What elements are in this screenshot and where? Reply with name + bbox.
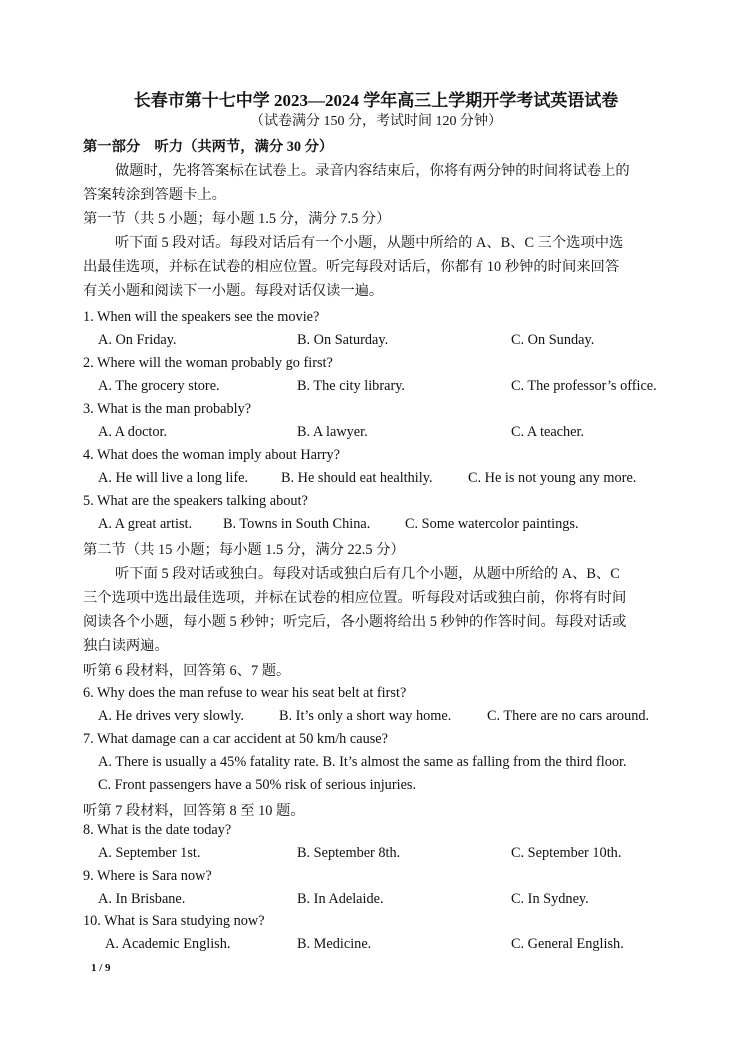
- q5-option-c: C. Some watercolor paintings.: [405, 516, 579, 532]
- q8-option-c: C. September 10th.: [511, 845, 622, 861]
- q2-option-a: A. The grocery store.: [98, 378, 220, 394]
- part1-intro-line-2: 答案转涂到答题卡上。: [83, 187, 226, 203]
- section1-directions-line-3: 有关小题和阅读下一小题。每段对话仅读一遍。: [83, 283, 384, 299]
- q9-option-c: C. In Sydney.: [511, 891, 589, 907]
- q4-option-a: A. He will live a long life.: [98, 470, 249, 486]
- q4-option-b: B. He should eat healthily.: [281, 470, 433, 486]
- q5-option-a: A. A great artist.: [98, 516, 193, 532]
- q7-option-c: C. Front passengers have a 50% risk of serious injuries.: [98, 777, 417, 793]
- q8-option-a: A. September 1st.: [98, 845, 201, 861]
- q6-option-c: C. There are no cars around.: [487, 708, 650, 724]
- material-7-instruction: 听第 7 段材料，回答第 8 至 10 题。: [83, 803, 305, 819]
- q2-option-b: B. The city library.: [297, 378, 405, 394]
- q9-option-a: A. In Brisbane.: [98, 891, 186, 907]
- q5-option-b: B. Towns in South China.: [223, 516, 371, 532]
- question-6: 6. Why does the man refuse to wear his seat belt at first?: [83, 685, 407, 701]
- question-10: 10. What is Sara studying now?: [83, 913, 265, 929]
- question-8: 8. What is the date today?: [83, 822, 232, 838]
- page-title: 长春市第十七中学 2023—2024 学年高三上学期开学考试英语试卷: [133, 91, 619, 110]
- q10-option-b: B. Medicine.: [297, 936, 372, 952]
- page-subtitle: （试卷满分 150 分，考试时间 120 分钟）: [250, 114, 502, 129]
- material-6-instruction: 听第 6 段材料，回答第 6、7 题。: [83, 663, 291, 679]
- q3-option-c: C. A teacher.: [511, 424, 585, 440]
- q1-option-a: A. On Friday.: [98, 332, 177, 348]
- section2-heading: 第二节（共 15 小题；每小题 1.5 分，满分 22.5 分）: [83, 542, 405, 558]
- page-number: 1 / 9: [91, 962, 111, 974]
- q6-option-b: B. It’s only a short way home.: [279, 708, 452, 724]
- question-1: 1. When will the speakers see the movie?: [83, 309, 320, 325]
- section2-directions-line-3: 阅读各个小题，每小题 5 秒钟；听完后，各小题将给出 5 秒钟的作答时间。每段对话或: [83, 614, 627, 630]
- q7-option-a-b: A. There is usually a 45% fatality rate. B. It’s almost the same as falling from the third floor.: [98, 754, 627, 770]
- section2-directions-line-2: 三个选项中选出最佳选项，并标在试卷的相应位置。听每段对话或独白前，你将有时间: [83, 590, 627, 606]
- q3-option-b: B. A lawyer.: [297, 424, 368, 440]
- question-3: 3. What is the man probably?: [83, 401, 252, 417]
- q4-option-c: C. He is not young any more.: [468, 470, 637, 486]
- section1-heading: 第一节（共 5 小题；每小题 1.5 分，满分 7.5 分）: [83, 211, 391, 227]
- question-5: 5. What are the speakers talking about?: [83, 493, 308, 509]
- section2-directions-line-1: 听下面 5 段对话或独白。每段对话或独白后有几个小题，从题中所给的 A、B、C: [115, 566, 620, 582]
- part1-heading: 第一部分 听力（共两节，满分 30 分）: [83, 139, 334, 155]
- question-7: 7. What damage can a car accident at 50 km/h cause?: [83, 731, 388, 747]
- part1-intro-line-1: 做题时，先将答案标在试卷上。录音内容结束后，你将有两分钟的时间将试卷上的: [115, 163, 630, 179]
- q1-option-c: C. On Sunday.: [511, 332, 595, 348]
- q10-option-c: C. General English.: [511, 936, 624, 952]
- section1-directions-line-2: 出最佳选项，并标在试卷的相应位置。听完每段对话后，你都有 10 秒钟的时间来回答: [83, 259, 620, 275]
- q9-option-b: B. In Adelaide.: [297, 891, 384, 907]
- q1-option-b: B. On Saturday.: [297, 332, 389, 348]
- q8-option-b: B. September 8th.: [297, 845, 401, 861]
- question-4: 4. What does the woman imply about Harry?: [83, 447, 341, 463]
- question-9: 9. Where is Sara now?: [83, 868, 212, 884]
- question-2: 2. Where will the woman probably go first?: [83, 355, 333, 371]
- q10-option-a: A. Academic English.: [105, 936, 231, 952]
- q6-option-a: A. He drives very slowly.: [98, 708, 244, 724]
- section1-directions-line-1: 听下面 5 段对话。每段对话后有一个小题，从题中所给的 A、B、C 三个选项中选: [115, 235, 624, 251]
- q2-option-c: C. The professor’s office.: [511, 378, 657, 394]
- section2-directions-line-4: 独白读两遍。: [83, 638, 169, 654]
- q3-option-a: A. A doctor.: [98, 424, 168, 440]
